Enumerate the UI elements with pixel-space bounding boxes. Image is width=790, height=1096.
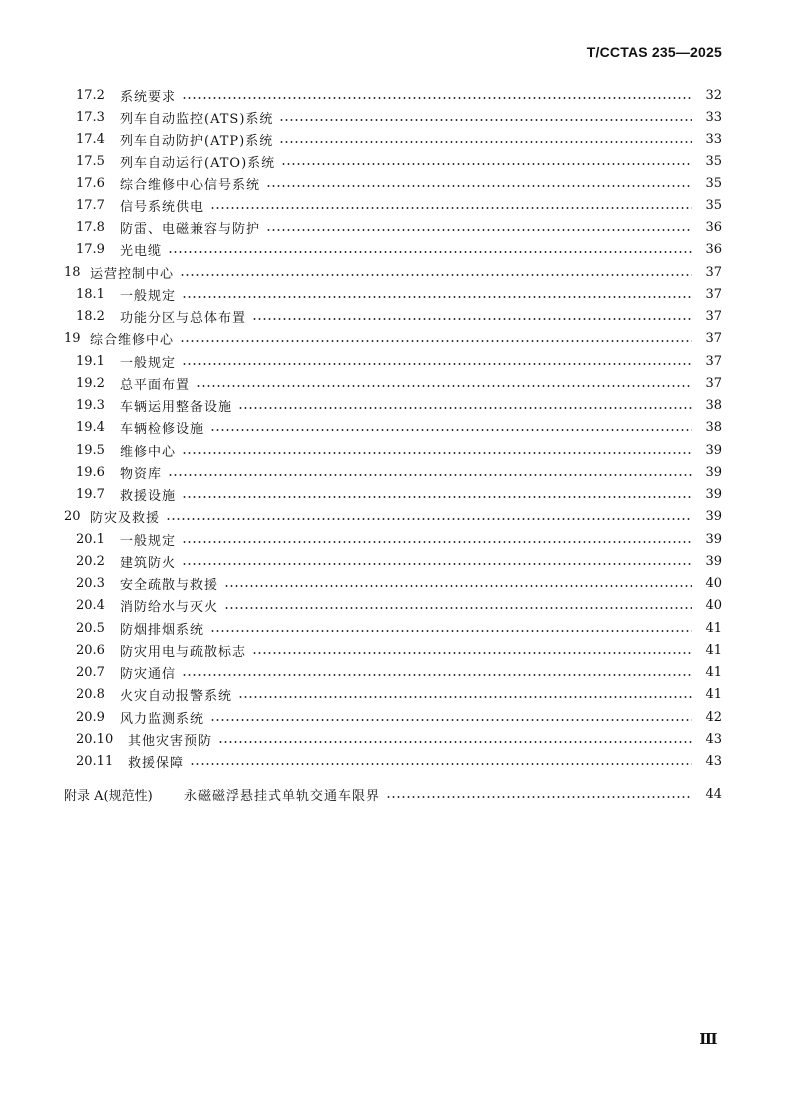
toc-entry-title: 功能分区与总体布置 [120,310,247,326]
toc-entry-page: 36 [705,219,722,235]
dot-leader [210,429,692,431]
dot-leader [196,385,692,387]
toc-entry-title: 防灾及救援 [90,510,161,526]
toc-entry-title: 列车自动防护(ATP)系统 [120,133,274,149]
toc-entry-number: 17.6 [76,175,105,191]
toc-entry-page: 40 [705,597,722,613]
toc-entry-number: 20.1 [76,531,105,547]
dot-leader [182,496,692,498]
toc-entry-title: 运营控制中心 [90,266,175,282]
toc-entry-page: 33 [705,131,722,147]
dot-leader [224,607,692,609]
toc-entry-title: 光电缆 [120,243,163,259]
dot-leader [182,97,692,99]
toc-entry-19-3[interactable] [76,394,722,416]
toc-entry-19-2[interactable] [76,372,722,394]
toc-entry-number: 20.9 [76,709,105,725]
toc-entry-20[interactable] [64,505,722,527]
toc-entry-20-3[interactable] [76,572,722,594]
standard-number-header: T/CCTAS 235—2025 [586,44,722,60]
dot-leader [182,563,692,565]
dot-leader [210,630,692,632]
dot-leader [281,163,692,165]
dot-leader [166,518,692,520]
toc-entry-page: 36 [705,241,722,257]
toc-entry-page: 44 [705,786,722,802]
toc-entry-number: 19.7 [76,486,105,502]
toc-entry-title: 建筑防火 [120,555,177,571]
toc-entry-17-8[interactable] [76,216,722,238]
toc-entry-number: 20.5 [76,620,105,636]
toc-entry-title: 防雷、电磁兼容与防护 [120,221,261,237]
toc-entry-19-7[interactable] [76,483,722,505]
toc-entry-number: 17.8 [76,219,105,235]
toc-entry-page: 39 [705,553,722,569]
toc-entry-title: 系统要求 [120,89,177,105]
toc-entry-title: 总平面布置 [120,377,191,393]
toc-entry-19-5[interactable] [76,439,722,461]
toc-entry-page: 41 [705,664,722,680]
toc-entry-page: 42 [705,709,722,725]
toc-entry-number: 19.6 [76,464,105,480]
dot-leader [168,251,692,253]
toc-entry-number: 17.4 [76,131,105,147]
toc-entry-title: 一般规定 [120,533,177,549]
toc-entry-title: 永磁磁浮悬挂式单轨交通车限界 [184,788,381,804]
toc-entry-20-6[interactable] [76,639,722,661]
toc-entry-number: 17.7 [76,197,105,213]
toc-entry-20-7[interactable] [76,661,722,683]
toc-entry-page: 43 [705,753,722,769]
toc-entry-number: 20.8 [76,686,105,702]
toc-entry-page: 41 [705,642,722,658]
toc-entry-title: 防烟排烟系统 [120,622,205,638]
dot-leader [279,119,692,121]
dot-leader [168,474,692,476]
toc-entry-20-1[interactable] [76,528,722,550]
dot-leader [266,229,692,231]
toc-entry-page: 35 [705,153,722,169]
toc-entry-page: 37 [705,330,722,346]
toc-entry-17-5[interactable] [76,150,722,172]
toc-entry-number: 17.2 [76,87,105,103]
toc-entry-20-11[interactable] [76,750,722,772]
toc-entry-title: 风力监测系统 [120,711,205,727]
dot-leader [210,719,692,721]
dot-leader [218,741,692,743]
toc-entry-number: 17.9 [76,241,105,257]
dot-leader [386,796,692,798]
toc-entry-17-4[interactable] [76,128,722,150]
toc-entry-title: 物资库 [120,466,163,482]
dot-leader [182,363,692,365]
toc-entry-page: 37 [705,353,722,369]
toc-entry-page: 39 [705,486,722,502]
toc-entry-page: 38 [705,419,722,435]
toc-entry-page: 41 [705,686,722,702]
toc-entry-title: 一般规定 [120,288,177,304]
toc-entry-19-1[interactable] [76,350,722,372]
toc-entry-number: 17.3 [76,109,105,125]
toc-entry-number: 17.5 [76,153,105,169]
dot-leader [180,340,692,342]
toc-entry-number: 19.4 [76,419,105,435]
toc-entry-page: 39 [705,442,722,458]
toc-entry-title: 维修中心 [120,444,177,460]
toc-entry-20-2[interactable] [76,550,722,572]
toc-entry-17-3[interactable] [76,106,722,128]
toc-entry-title: 车辆运用整备设施 [120,399,233,415]
toc-entry-number: 20.10 [76,731,114,747]
toc-entry-20-5[interactable] [76,617,722,639]
dot-leader [252,652,692,654]
toc-entry-18-2[interactable] [76,305,722,327]
toc-entry-page: 37 [705,308,722,324]
toc-entry-title: 其他灾害预防 [128,733,213,749]
toc-entry-19-4[interactable] [76,416,722,438]
dot-leader [224,585,692,587]
toc-entry-page: 37 [705,375,722,391]
dot-leader [180,274,692,276]
toc-entry-title: 防灾通信 [120,666,177,682]
toc-entry-page: 39 [705,464,722,480]
toc-entry-number: 20.2 [76,553,105,569]
toc-entry-page: 37 [705,286,722,302]
toc-entry-17-2[interactable] [76,84,722,106]
toc-entry-page: 35 [705,197,722,213]
toc-entry-number: 20.11 [76,753,114,769]
toc-entry-number: 20.3 [76,575,105,591]
toc-entry-number: 19.1 [76,353,105,369]
toc-entry-number: 20.4 [76,597,105,613]
toc-entry-number: 19.2 [76,375,105,391]
toc-entry-page: 35 [705,175,722,191]
dot-leader [182,452,692,454]
toc-entry-title: 救援设施 [120,488,177,504]
toc-entry-page: 38 [705,397,722,413]
toc-entry-title: 列车自动运行(ATO)系统 [120,155,276,171]
toc-entry-20-10[interactable] [76,728,722,750]
dot-leader [182,541,692,543]
toc-entry-number: 18 [64,264,81,280]
dot-leader [238,696,692,698]
toc-entry-title: 信号系统供电 [120,199,205,215]
toc-entry-18-1[interactable] [76,283,722,305]
toc-entry-page: 43 [705,731,722,747]
toc-entry-title: 综合维修中心信号系统 [120,177,261,193]
toc-entry-17-6[interactable] [76,172,722,194]
toc-entry-title: 救援保障 [128,755,185,771]
dot-leader [182,674,692,676]
toc-entry-title: 一般规定 [120,355,177,371]
toc-entry-number: 20 [64,508,81,524]
dot-leader [279,141,692,143]
dot-leader [210,207,692,209]
toc-entry-title: 消防给水与灭火 [120,599,219,615]
toc-entry-number: 19.5 [76,442,105,458]
toc-entry-page: 39 [705,508,722,524]
toc-entry-number: 附录 A(规范性) [64,788,153,804]
toc-entry-20-4[interactable] [76,594,722,616]
toc-entry-20-8[interactable] [76,683,722,705]
toc-entry-page: 33 [705,109,722,125]
toc-entry-page: 37 [705,264,722,280]
toc-entry-page: 41 [705,620,722,636]
toc-entry-number: 20.7 [76,664,105,680]
toc-entry-17-9[interactable] [76,238,722,260]
toc-entry-19-6[interactable] [76,461,722,483]
toc-entry-17-7[interactable] [76,194,722,216]
roman-page-number: Ⅲ [699,1030,718,1048]
toc-entry-title: 车辆检修设施 [120,421,205,437]
toc-entry-19[interactable] [64,327,722,349]
toc-entry-number: 19.3 [76,397,105,413]
toc-entry-number: 19 [64,330,81,346]
toc-entry-20-9[interactable] [76,706,722,728]
toc-entry-title: 防灾用电与疏散标志 [120,644,247,660]
toc-entry-number: 20.6 [76,642,105,658]
toc-entry-number: 18.1 [76,286,105,302]
toc-entry-18[interactable] [64,261,722,283]
dot-leader [238,407,692,409]
toc-entry-title: 列车自动监控(ATS)系统 [120,111,274,127]
toc-entry-page: 40 [705,575,722,591]
dot-leader [252,318,692,320]
toc-entry-A[interactable] [64,783,722,805]
toc-entry-page: 39 [705,531,722,547]
toc-entry-title: 综合维修中心 [90,332,175,348]
toc-entry-title: 火灾自动报警系统 [120,688,233,704]
toc-entry-number: 18.2 [76,308,105,324]
dot-leader [266,185,692,187]
toc-entry-page: 32 [705,87,722,103]
toc-entry-title: 安全疏散与救援 [120,577,219,593]
dot-leader [182,296,692,298]
dot-leader [190,763,692,765]
